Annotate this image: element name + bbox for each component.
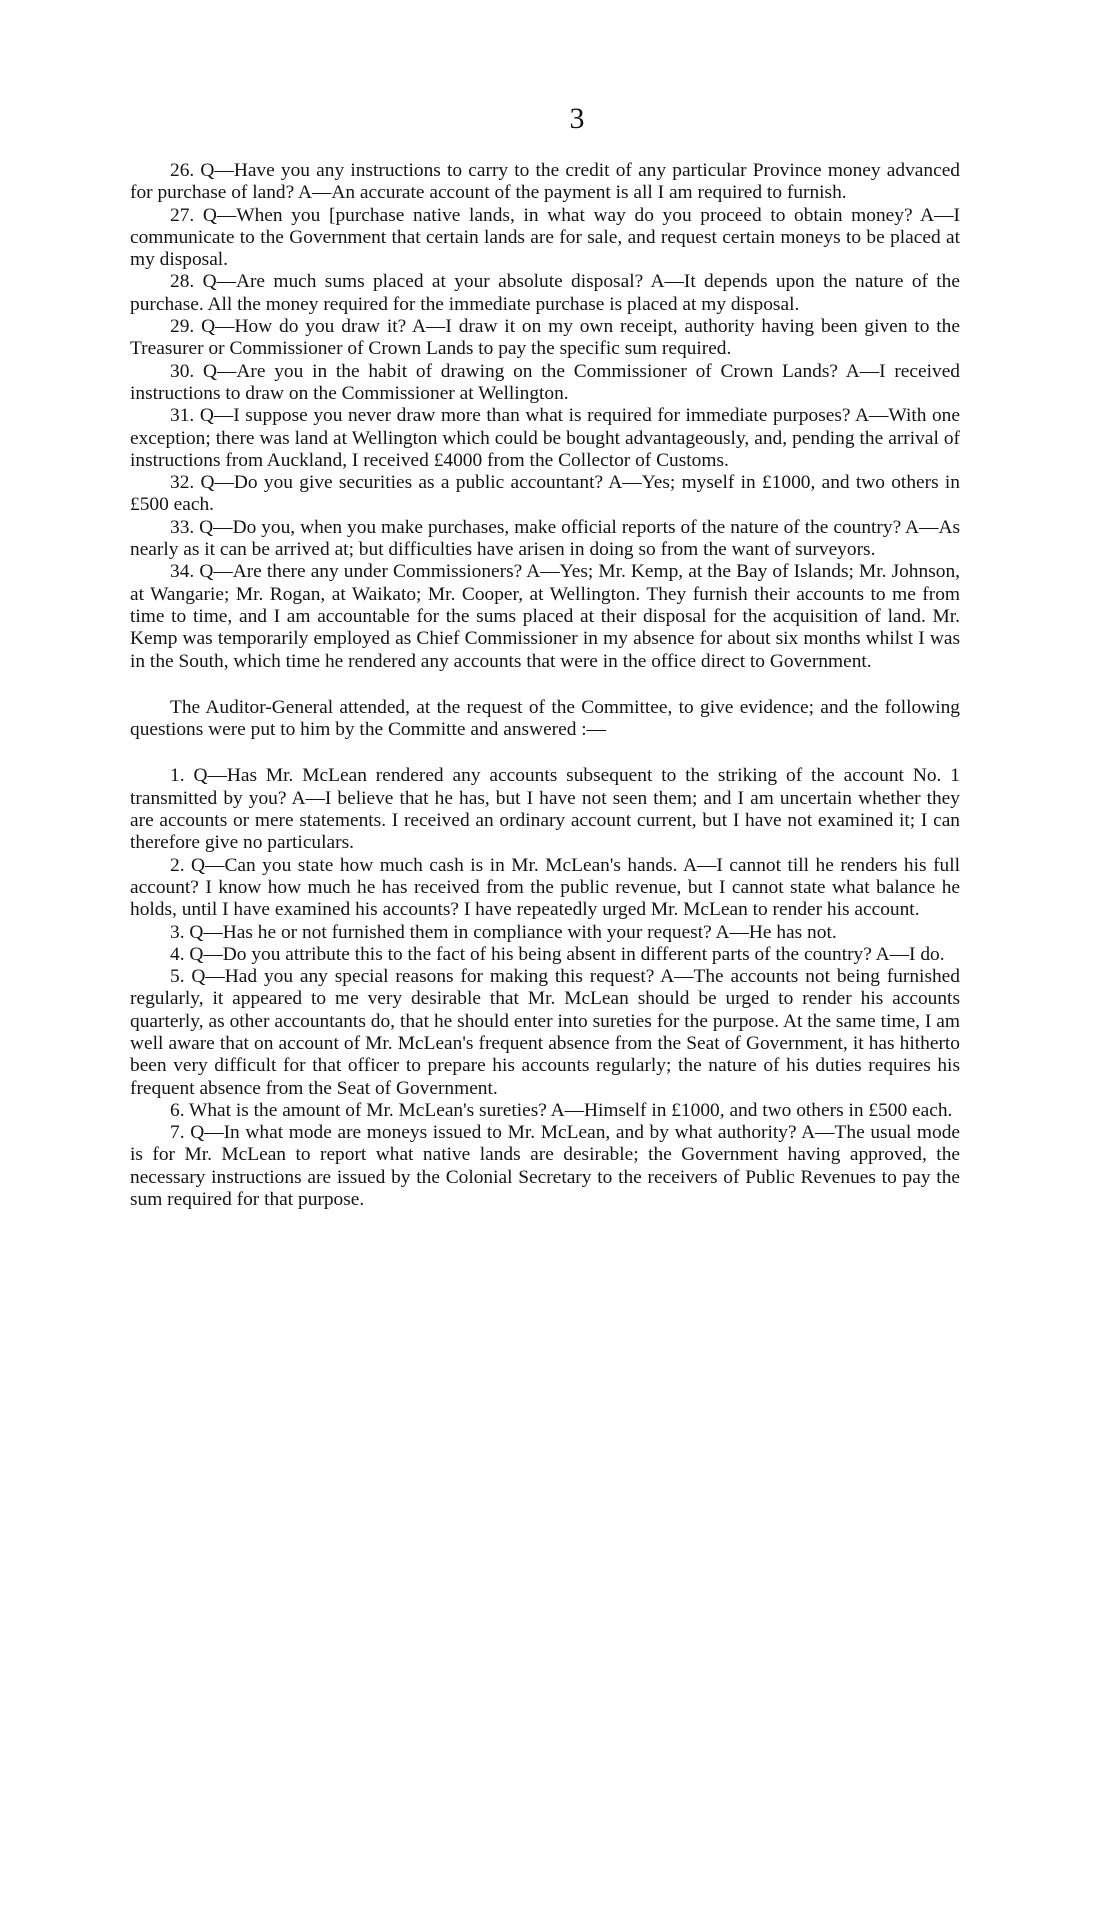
qa-paragraph-3: 3. Q—Has he or not furnished them in compliance with your request? A—He has not. <box>170 921 837 943</box>
qa-paragraph-4: 4. Q—Do you attribute this to the fact of his being absent in different parts of the country? A—I do. <box>170 943 945 965</box>
section-spacer <box>130 673 960 697</box>
qa-paragraph-34: 34. Q—Are there any under Commissioners? A—Yes; Mr. Kemp, at the Bay of Islands; Mr. Johnson, at Wangarie; Mr. Rogan, at Waikato; Mr. Cooper, at Wellington. They furnish their accounts to me from time to time, and I am accountable for the sums placed at their disposal for the acquisition of land. Mr. Kemp was temporarily employed as Chief Commissioner in my absence for about six months whilst I was in the South, which time he rendered any accounts that were in the office direct to Government. <box>130 561 960 672</box>
auditor-general-testimony-section <box>130 765 960 1211</box>
auditor-general-intro: The Auditor-General attended, at the request of the Committee, to give evidence; and the following questions were put to him by the Committe and answered :— <box>130 696 960 741</box>
document-body <box>130 160 960 1211</box>
qa-paragraph-7: 7. Q—In what mode are moneys issued to Mr. McLean, and by what authority? A—The usual mode is for Mr. McLean to report what native lands are desirable; the Government having approved, the necessary instructions are issued by the Colonial Secretary to the receivers of Public Revenues to pay the sum required for that purpose. <box>130 1122 960 1211</box>
qa-paragraph-33: 33. Q—Do you, when you make purchases, make official reports of the nature of the country? A—As nearly as it can be arrived at; but difficulties have arisen in doing so from the want of surveyors. <box>130 516 960 561</box>
qa-paragraph-26: 26. Q—Have you any instructions to carry to the credit of any particular Province money advanced for purchase of land? A—An accurate account of the payment is all I am required to furnish. <box>130 160 960 204</box>
qa-paragraph-27: 27. Q—When you [purchase native lands, in what way do you proceed to obtain money? A—I communicate to the Government that certain lands are for sale, and request certain moneys to be placed at my disposal. <box>130 204 960 271</box>
mclean-testimony-section <box>130 160 960 673</box>
qa-paragraph-6: 6. What is the amount of Mr. McLean's sureties? A—Himself in £1000, and two others in £500 each. <box>170 1099 953 1121</box>
qa-paragraph-30: 30. Q—Are you in the habit of drawing on the Commissioner of Crown Lands? A—I received instructions to draw on the Commissioner at Wellington. <box>130 360 960 404</box>
qa-paragraph-31: 31. Q—I suppose you never draw more than what is required for immediate purposes? A—With one exception; there was land at Wellington which could be bought advantageously, and, pending the arrival of instructions from Auckland, I received £4000 from the Collector of Customs. <box>130 405 960 471</box>
qa-paragraph-29: 29. Q—How do you draw it? A—I draw it on my own receipt, authority having been given to the Treasurer or Commissioner of Crown Lands to pay the specific sum required. <box>130 316 960 360</box>
section-spacer <box>130 741 960 765</box>
qa-paragraph-28: 28. Q—Are much sums placed at your absolute disposal? A—It depends upon the nature of the purchase. All the money required for the immediate purchase is placed at my disposal. <box>130 271 960 315</box>
qa-paragraph-32: 32. Q—Do you give securities as a public accountant? A—Yes; myself in £1000, and two others in £500 each. <box>130 472 960 516</box>
qa-paragraph-5: 5. Q—Had you any special reasons for making this request? A—The accounts not being furnished regularly, it appeared to me very desirable that Mr. McLean should be urged to render his accounts quarterly, as other accountants do, that he should enter into sureties for the purpose. At the same time, I am well aware that on account of Mr. McLean's frequent absence from the Seat of Government, it has hitherto been very difficult for that officer to prepare his accounts regularly; the nature of his duties requires his frequent absence from the Seat of Government. <box>130 966 960 1099</box>
page-number: 3 <box>569 102 585 135</box>
qa-paragraph-2: 2. Q—Can you state how much cash is in Mr. McLean's hands. A—I cannot till he renders his full account? I know how much he has received from the public revenue, but I cannot state what balance he holds, until I have examined his accounts? I have repeatedly urged Mr. McLean to render his account. <box>130 854 960 921</box>
qa-paragraph-1: 1. Q—Has Mr. McLean rendered any accounts subsequent to the striking of the account No. 1 transmitted by you? A—I believe that he has, but I have not seen them; and I am uncertain whether they are accounts or mere statements. I received an ordinary account current, but I have not examined it; I can therefore give no particulars. <box>130 765 960 854</box>
